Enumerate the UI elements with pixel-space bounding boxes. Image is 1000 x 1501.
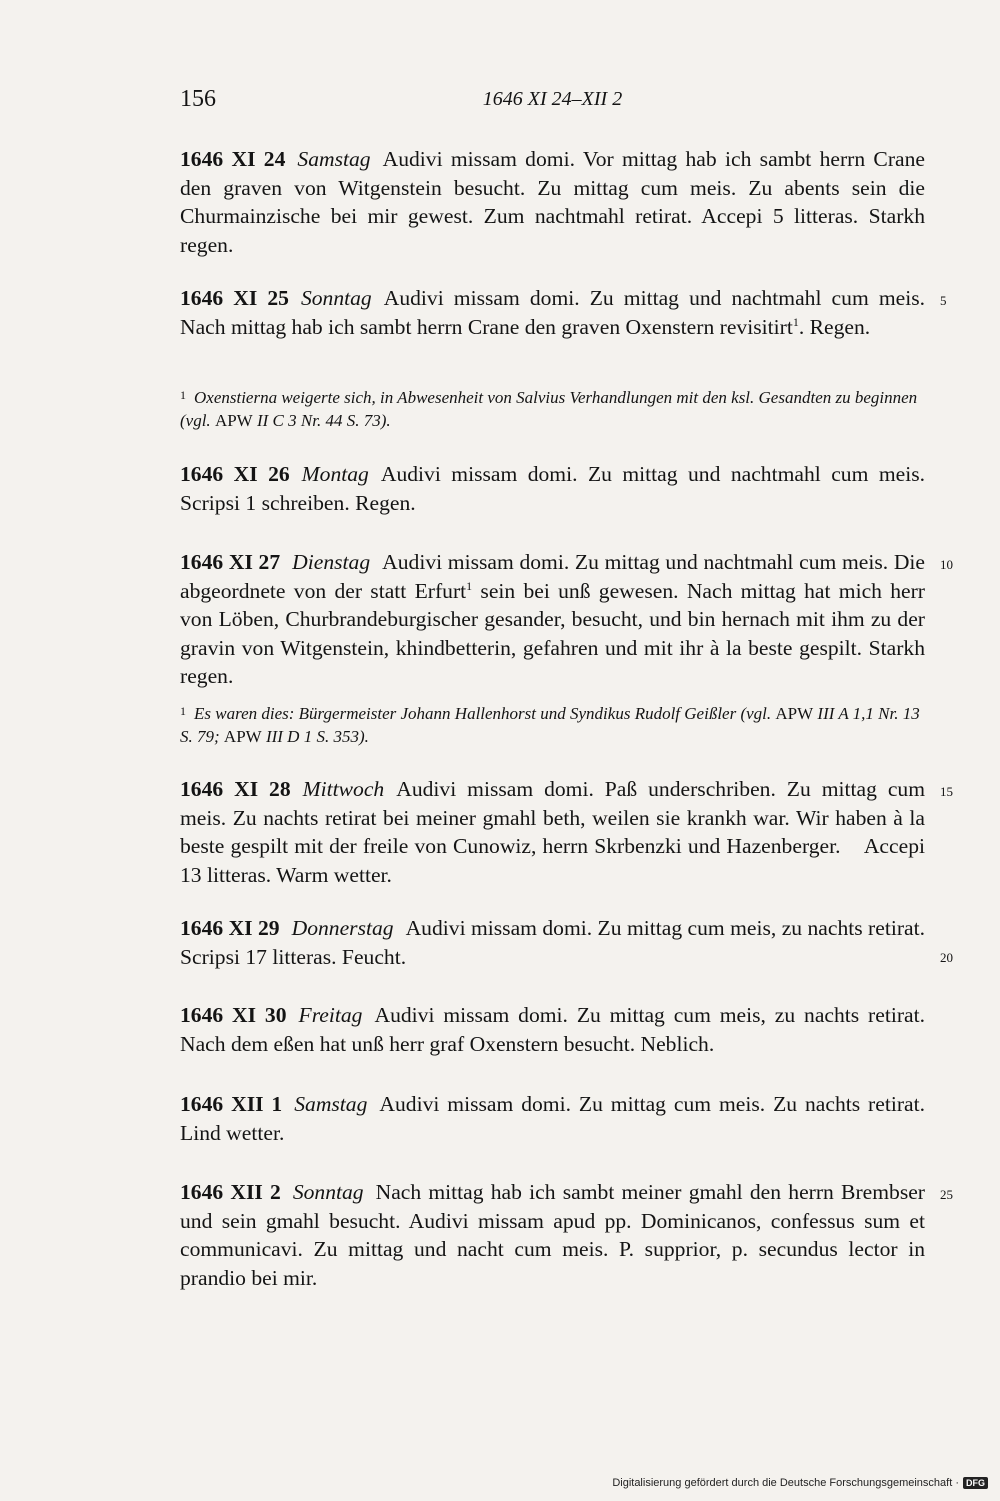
diary-entry <box>180 775 931 889</box>
diary-entry <box>180 1178 925 1292</box>
entry-day: Samstag <box>297 147 371 171</box>
diary-entry <box>180 1090 925 1147</box>
footnote <box>180 384 925 432</box>
footnote-text-continued: II C 3 Nr. 44 S. 73). <box>252 411 391 430</box>
footnote-mark: 1 <box>180 388 186 402</box>
diary-entry <box>180 548 925 691</box>
entry-text: Audivi missam domi. Paß underschriben. Zu mittag cum meis. Zu nachts retirat bei meiner gmahl beth, weilen sie krankh war. Wir haben à la beste gespilt mit der freile von Cunowiz, herrn Skrbenzki und Hazenberger. Accepi 13 litteras. Warm wetter. <box>180 777 931 887</box>
footnote-abbreviation: APW <box>775 704 814 723</box>
footnote-text: Es waren dies: Bürgermeister Johann Hallenhorst und Syndikus Rudolf Geißler (vgl. <box>194 704 776 723</box>
footnote-abbreviation: APW <box>214 411 253 430</box>
diary-entry <box>180 460 925 517</box>
footnote-text-continued: III A 1,1 Nr. 13 S. 79; <box>180 704 920 746</box>
entry-text: Audivi missam domi. Zu mittag cum meis, zu nachts retirat. Scripsi 17 litteras. Feucht. <box>180 916 925 969</box>
dfg-logo: DFG <box>963 1477 988 1489</box>
entry-text-continued: . Regen. <box>798 314 871 339</box>
line-number: 20 <box>940 950 953 965</box>
entry-day: Sonntag <box>292 1180 364 1204</box>
footnote <box>180 700 925 748</box>
entry-text-continued: sein bei unß gewesen. Nach mittag hat mich herr von Löben, Churbrandeburgischer gesander, besucht, und bin hernach mit ihm zu der gravin von Witgenstein, khindbetterin, gefahren und mit ihr à la beste gespilt. Starkh regen. <box>180 578 925 688</box>
entry-day: Mittwoch <box>302 777 385 801</box>
entry-date: 1646 XI 26 <box>180 462 290 486</box>
entry-text: Audivi missam domi. Zu mittag cum meis, zu nachts retirat. Nach dem eßen hat unß herr graf Oxenstern besucht. Neblich. <box>180 1003 925 1056</box>
credit-text: Digitalisierung gefördert durch die Deutsche Forschungsgemeinschaft · <box>612 1477 959 1489</box>
page-number: 156 <box>180 86 216 112</box>
entry-text: Audivi missam domi. Zu mittag und nachtmahl cum meis. Die abgeordnete von der statt Erfurt <box>180 550 926 603</box>
footnote-abbreviation: APW <box>223 727 262 746</box>
digitization-credit <box>612 1477 988 1489</box>
entry-day: Dienstag <box>292 550 371 574</box>
footnote-text-continued: III D 1 S. 353). <box>261 727 369 746</box>
entry-day: Samstag <box>294 1092 368 1116</box>
entry-day: Montag <box>301 462 369 486</box>
footnote-mark: 1 <box>180 704 186 718</box>
running-head: 1646 XI 24–XII 2 <box>482 88 623 110</box>
entry-date: 1646 XII 2 <box>180 1180 281 1204</box>
entry-date: 1646 XI 27 <box>180 550 281 574</box>
footnote-reference: 1 <box>792 314 799 329</box>
entry-text: Audivi missam domi. Vor mittag hab ich sambt herrn Crane den graven von Witgenstein besucht. Zu mittag cum meis. Zu abents sein die Churmainzische bei mir gewest. Zum nachtmahl retirat. Accepi 5 litteras. Starkh regen. <box>180 147 925 257</box>
diary-entry <box>180 914 925 971</box>
entry-text: Audivi missam domi. Zu mittag und nachtmahl cum meis. Nach mittag hab ich sambt herrn Crane den graven Oxenstern revisitirt <box>180 286 926 339</box>
line-number: 5 <box>940 293 947 308</box>
line-number: 10 <box>940 557 953 572</box>
diary-entry <box>180 145 925 259</box>
page-header <box>180 86 925 120</box>
entry-date: 1646 XII 1 <box>180 1092 283 1116</box>
entry-text: Audivi missam domi. Zu mittag cum meis. Zu nachts retirat. Lind wetter. <box>180 1092 925 1145</box>
footnote-text: Oxenstierna weigerte sich, in Abwesenheit von Salvius Verhandlungen mit den ksl. Gesandten zu beginnen (vgl. <box>180 388 918 430</box>
entry-day: Donnerstag <box>291 916 394 940</box>
entry-date: 1646 XI 25 <box>180 286 289 310</box>
footnote-reference: 1 <box>466 578 473 593</box>
entry-text: Nach mittag hab ich sambt meiner gmahl den herrn Brembser und sein gmahl besucht. Audivi missam apud pp. Dominicanos, confessus sum et communicavi. Zu mittag und nacht cum meis. P. supprior, p. secundus lector in prandio bei mir. <box>180 1180 925 1290</box>
line-number: 15 <box>940 784 953 799</box>
entry-day: Sonntag <box>300 286 372 310</box>
diary-entry <box>180 1001 925 1058</box>
line-number: 25 <box>940 1187 953 1202</box>
entry-date: 1646 XI 30 <box>180 1003 287 1027</box>
diary-entry <box>180 284 925 341</box>
entry-date: 1646 XI 28 <box>180 777 291 801</box>
entry-text: Audivi missam domi. Zu mittag und nachtmahl cum meis. Scripsi 1 schreiben. Regen. <box>180 462 926 515</box>
entry-day: Freitag <box>298 1003 363 1027</box>
entry-date: 1646 XI 29 <box>180 916 280 940</box>
entry-date: 1646 XI 24 <box>180 147 286 171</box>
